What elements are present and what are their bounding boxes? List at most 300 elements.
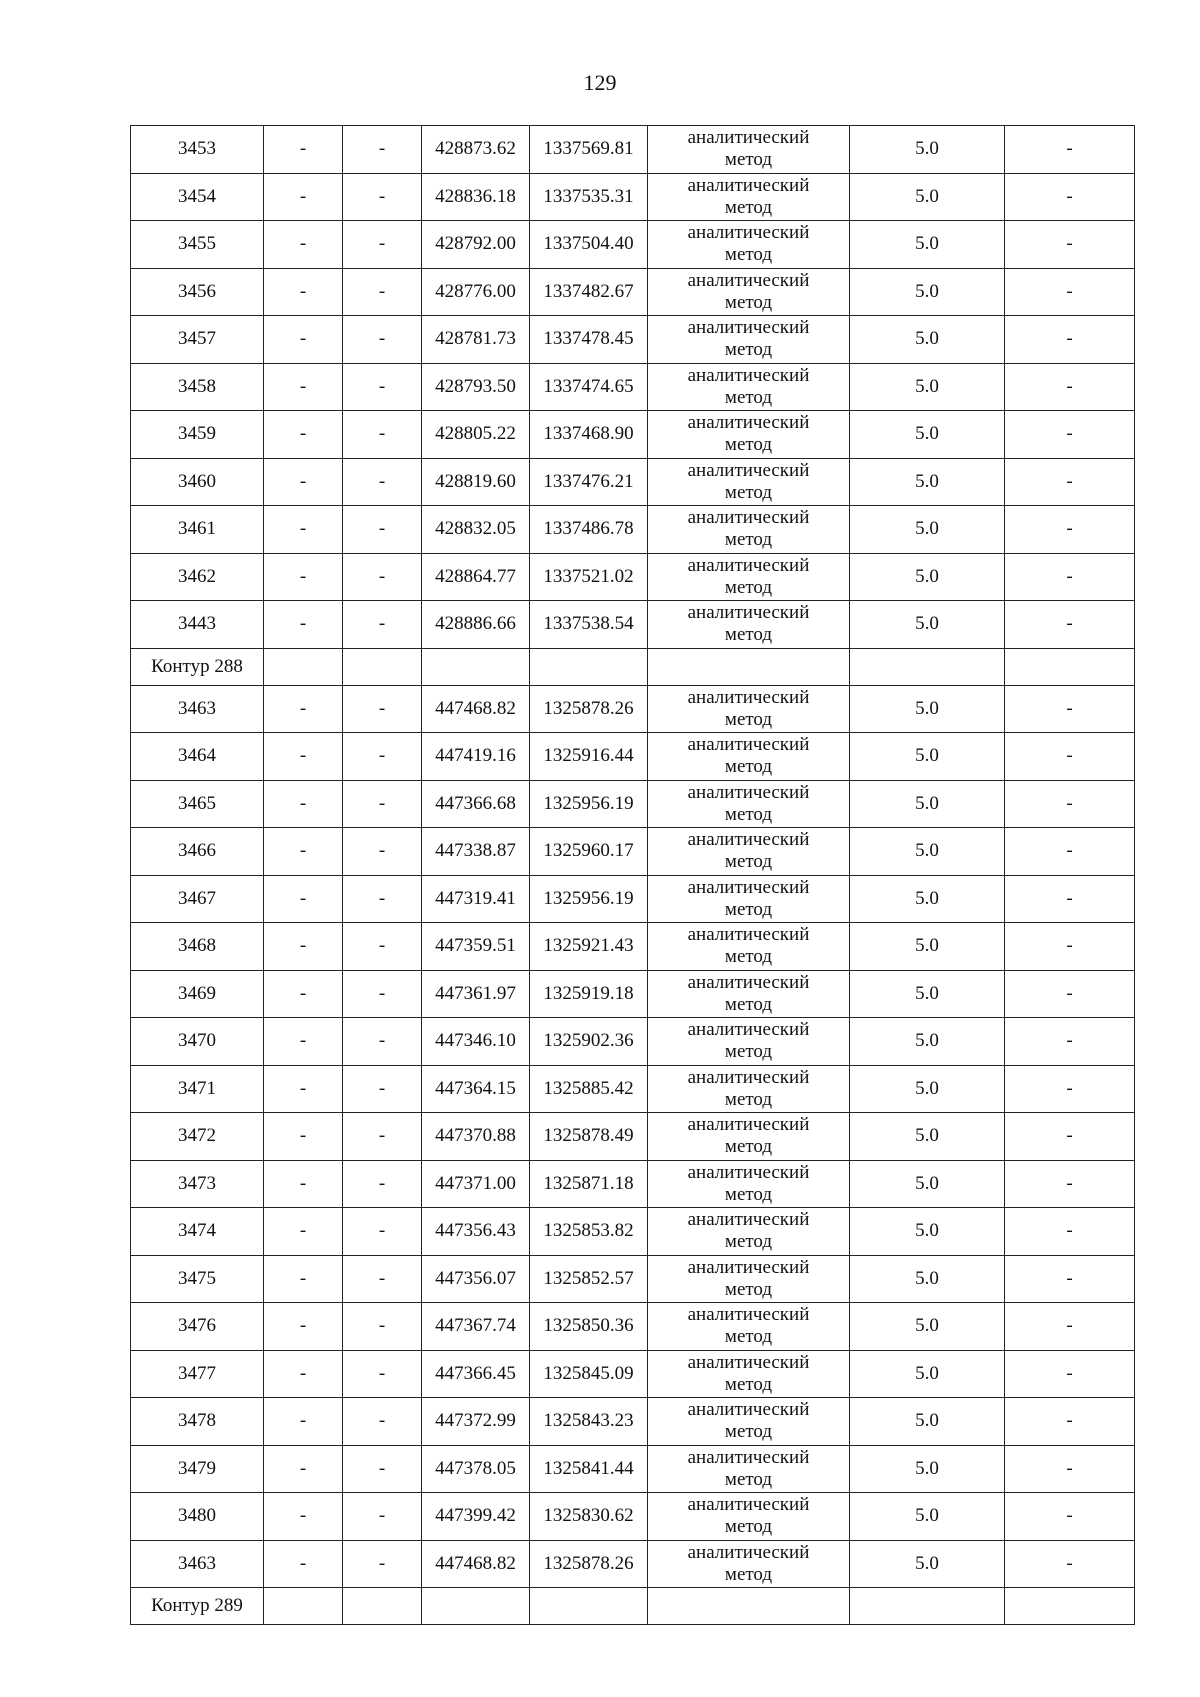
x-coordinate-cell: 428793.50 [422, 363, 530, 411]
method-line1: аналитический [687, 1161, 810, 1183]
col3-cell: - [343, 923, 422, 971]
method-line1: аналитический [687, 1494, 810, 1516]
method-cell [648, 268, 850, 316]
y-coordinate-cell: 1325956.19 [530, 780, 648, 828]
col8-cell: - [1005, 685, 1135, 733]
y-coordinate-cell: 1325878.26 [530, 685, 648, 733]
method-cell [648, 1398, 850, 1446]
empty-cell [850, 648, 1005, 685]
x-coordinate-cell: 428776.00 [422, 268, 530, 316]
method-line1: аналитический [687, 174, 810, 196]
table-row [131, 1398, 1135, 1446]
method-cell [648, 733, 850, 781]
y-coordinate-cell: 1325853.82 [530, 1208, 648, 1256]
col2-cell: - [264, 1540, 343, 1588]
contour-label: Контур 289 [131, 1588, 264, 1625]
x-coordinate-cell: 447419.16 [422, 733, 530, 781]
col3-cell: - [343, 875, 422, 923]
table-row [131, 411, 1135, 459]
accuracy-cell: 5.0 [850, 316, 1005, 364]
y-coordinate-cell: 1325852.57 [530, 1255, 648, 1303]
method-line1: аналитический [687, 1304, 810, 1326]
method-line2: метод [724, 1183, 773, 1205]
table-row [131, 553, 1135, 601]
table-row [131, 923, 1135, 971]
accuracy-cell: 5.0 [850, 970, 1005, 1018]
col2-cell: - [264, 363, 343, 411]
table-row [131, 1065, 1135, 1113]
col2-cell: - [264, 316, 343, 364]
method-cell [648, 126, 850, 174]
method-cell [648, 1303, 850, 1351]
y-coordinate-cell: 1325850.36 [530, 1303, 648, 1351]
contour-header-row [131, 648, 1135, 685]
method-line1: аналитический [687, 127, 810, 149]
col2-cell: - [264, 1493, 343, 1541]
x-coordinate-cell: 447366.45 [422, 1350, 530, 1398]
col3-cell: - [343, 458, 422, 506]
method-cell [648, 316, 850, 364]
method-line2: метод [724, 803, 773, 825]
accuracy-cell: 5.0 [850, 221, 1005, 269]
method-line1: аналитический [687, 1256, 810, 1278]
col3-cell: - [343, 1445, 422, 1493]
col8-cell: - [1005, 1350, 1135, 1398]
method-cell [648, 363, 850, 411]
col2-cell: - [264, 1113, 343, 1161]
point-number-cell: 3480 [131, 1493, 264, 1541]
method-cell [648, 506, 850, 554]
point-number-cell: 3479 [131, 1445, 264, 1493]
table-row [131, 828, 1135, 876]
y-coordinate-cell: 1337468.90 [530, 411, 648, 459]
col3-cell: - [343, 780, 422, 828]
method-line1: аналитический [687, 1209, 810, 1231]
y-coordinate-cell: 1325916.44 [530, 733, 648, 781]
point-number-cell: 3474 [131, 1208, 264, 1256]
y-coordinate-cell: 1325845.09 [530, 1350, 648, 1398]
table-row [131, 1445, 1135, 1493]
accuracy-cell: 5.0 [850, 1445, 1005, 1493]
empty-cell [1005, 1588, 1135, 1625]
y-coordinate-cell: 1325919.18 [530, 970, 648, 1018]
col8-cell: - [1005, 780, 1135, 828]
method-line2: метод [724, 244, 773, 266]
col3-cell: - [343, 1303, 422, 1351]
col3-cell: - [343, 1065, 422, 1113]
x-coordinate-cell: 447399.42 [422, 1493, 530, 1541]
empty-cell [343, 648, 422, 685]
col8-cell: - [1005, 1445, 1135, 1493]
col2-cell: - [264, 458, 343, 506]
point-number-cell: 3454 [131, 173, 264, 221]
accuracy-cell: 5.0 [850, 506, 1005, 554]
method-line2: метод [724, 386, 773, 408]
x-coordinate-cell: 447361.97 [422, 970, 530, 1018]
col2-cell: - [264, 685, 343, 733]
col3-cell: - [343, 506, 422, 554]
col2-cell: - [264, 268, 343, 316]
table-row [131, 1540, 1135, 1588]
y-coordinate-cell: 1337476.21 [530, 458, 648, 506]
col2-cell: - [264, 1255, 343, 1303]
x-coordinate-cell: 447356.07 [422, 1255, 530, 1303]
x-coordinate-cell: 447372.99 [422, 1398, 530, 1446]
col2-cell: - [264, 173, 343, 221]
col2-cell: - [264, 923, 343, 971]
col8-cell: - [1005, 1065, 1135, 1113]
y-coordinate-cell: 1337486.78 [530, 506, 648, 554]
col2-cell: - [264, 1208, 343, 1256]
y-coordinate-cell: 1337474.65 [530, 363, 648, 411]
col3-cell: - [343, 221, 422, 269]
col8-cell: - [1005, 1160, 1135, 1208]
method-line2: метод [724, 1468, 773, 1490]
table-row [131, 1018, 1135, 1066]
empty-cell [264, 648, 343, 685]
contour-label: Контур 288 [131, 648, 264, 685]
accuracy-cell: 5.0 [850, 411, 1005, 459]
method-line2: метод [724, 708, 773, 730]
col3-cell: - [343, 363, 422, 411]
method-line2: метод [724, 1326, 773, 1348]
table-row [131, 1303, 1135, 1351]
method-line2: метод [724, 1373, 773, 1395]
col2-cell: - [264, 733, 343, 781]
point-number-cell: 3477 [131, 1350, 264, 1398]
col8-cell: - [1005, 1113, 1135, 1161]
method-line2: метод [724, 756, 773, 778]
coordinates-table [130, 125, 1135, 1625]
method-line1: аналитический [687, 686, 810, 708]
point-number-cell: 3458 [131, 363, 264, 411]
col3-cell: - [343, 1160, 422, 1208]
x-coordinate-cell: 428836.18 [422, 173, 530, 221]
y-coordinate-cell: 1337504.40 [530, 221, 648, 269]
method-cell [648, 458, 850, 506]
point-number-cell: 3462 [131, 553, 264, 601]
col8-cell: - [1005, 828, 1135, 876]
col3-cell: - [343, 1113, 422, 1161]
y-coordinate-cell: 1337535.31 [530, 173, 648, 221]
method-line2: метод [724, 946, 773, 968]
col8-cell: - [1005, 411, 1135, 459]
empty-cell [422, 1588, 530, 1625]
method-line1: аналитический [687, 364, 810, 386]
col2-cell: - [264, 1445, 343, 1493]
col3-cell: - [343, 173, 422, 221]
method-cell [648, 173, 850, 221]
col8-cell: - [1005, 1255, 1135, 1303]
col2-cell: - [264, 553, 343, 601]
empty-cell [648, 648, 850, 685]
x-coordinate-cell: 428864.77 [422, 553, 530, 601]
col8-cell: - [1005, 1018, 1135, 1066]
col3-cell: - [343, 553, 422, 601]
method-cell [648, 1255, 850, 1303]
accuracy-cell: 5.0 [850, 1113, 1005, 1161]
col3-cell: - [343, 126, 422, 174]
method-line1: аналитический [687, 734, 810, 756]
method-line2: метод [724, 1563, 773, 1585]
table-row [131, 126, 1135, 174]
table-row [131, 685, 1135, 733]
col2-cell: - [264, 970, 343, 1018]
method-cell [648, 1540, 850, 1588]
table-row [131, 506, 1135, 554]
accuracy-cell: 5.0 [850, 923, 1005, 971]
point-number-cell: 3471 [131, 1065, 264, 1113]
col8-cell: - [1005, 126, 1135, 174]
y-coordinate-cell: 1325841.44 [530, 1445, 648, 1493]
col8-cell: - [1005, 875, 1135, 923]
empty-cell [422, 648, 530, 685]
method-line2: метод [724, 576, 773, 598]
x-coordinate-cell: 428792.00 [422, 221, 530, 269]
table-row [131, 1208, 1135, 1256]
method-line2: метод [724, 149, 773, 171]
x-coordinate-cell: 447364.15 [422, 1065, 530, 1113]
table-row [131, 316, 1135, 364]
method-line1: аналитический [687, 317, 810, 339]
col2-cell: - [264, 1398, 343, 1446]
method-line1: аналитический [687, 924, 810, 946]
point-number-cell: 3465 [131, 780, 264, 828]
col8-cell: - [1005, 970, 1135, 1018]
method-line1: аналитический [687, 1019, 810, 1041]
col2-cell: - [264, 875, 343, 923]
method-cell [648, 1208, 850, 1256]
empty-cell [850, 1588, 1005, 1625]
accuracy-cell: 5.0 [850, 553, 1005, 601]
y-coordinate-cell: 1337478.45 [530, 316, 648, 364]
table-body [131, 126, 1135, 1625]
table-row [131, 458, 1135, 506]
method-line2: метод [724, 1278, 773, 1300]
accuracy-cell: 5.0 [850, 1493, 1005, 1541]
x-coordinate-cell: 428832.05 [422, 506, 530, 554]
method-cell [648, 411, 850, 459]
method-line1: аналитический [687, 971, 810, 993]
point-number-cell: 3457 [131, 316, 264, 364]
table-row [131, 1493, 1135, 1541]
method-line2: метод [724, 434, 773, 456]
x-coordinate-cell: 447468.82 [422, 685, 530, 733]
table-row [131, 173, 1135, 221]
method-cell [648, 553, 850, 601]
accuracy-cell: 5.0 [850, 1398, 1005, 1446]
method-cell [648, 828, 850, 876]
method-cell [648, 1018, 850, 1066]
method-line2: метод [724, 1041, 773, 1063]
accuracy-cell: 5.0 [850, 1208, 1005, 1256]
x-coordinate-cell: 447346.10 [422, 1018, 530, 1066]
col2-cell: - [264, 1350, 343, 1398]
accuracy-cell: 5.0 [850, 601, 1005, 649]
y-coordinate-cell: 1325878.26 [530, 1540, 648, 1588]
point-number-cell: 3459 [131, 411, 264, 459]
x-coordinate-cell: 428805.22 [422, 411, 530, 459]
method-cell [648, 780, 850, 828]
col2-cell: - [264, 1303, 343, 1351]
accuracy-cell: 5.0 [850, 1303, 1005, 1351]
col8-cell: - [1005, 221, 1135, 269]
empty-cell [530, 648, 648, 685]
x-coordinate-cell: 428781.73 [422, 316, 530, 364]
method-cell [648, 875, 850, 923]
x-coordinate-cell: 447356.43 [422, 1208, 530, 1256]
method-line1: аналитический [687, 781, 810, 803]
method-line1: аналитический [687, 459, 810, 481]
point-number-cell: 3461 [131, 506, 264, 554]
point-number-cell: 3463 [131, 1540, 264, 1588]
empty-cell [1005, 648, 1135, 685]
method-cell [648, 601, 850, 649]
method-line2: метод [724, 1231, 773, 1253]
method-line1: аналитический [687, 1446, 810, 1468]
accuracy-cell: 5.0 [850, 875, 1005, 923]
method-line1: аналитический [687, 829, 810, 851]
method-cell [648, 1350, 850, 1398]
method-line1: аналитический [687, 1541, 810, 1563]
point-number-cell: 3464 [131, 733, 264, 781]
table-row [131, 363, 1135, 411]
accuracy-cell: 5.0 [850, 1540, 1005, 1588]
col2-cell: - [264, 601, 343, 649]
method-cell [648, 1160, 850, 1208]
point-number-cell: 3443 [131, 601, 264, 649]
col3-cell: - [343, 1493, 422, 1541]
point-number-cell: 3476 [131, 1303, 264, 1351]
method-cell [648, 221, 850, 269]
col3-cell: - [343, 1398, 422, 1446]
empty-cell [343, 1588, 422, 1625]
point-number-cell: 3468 [131, 923, 264, 971]
method-cell [648, 1065, 850, 1113]
table-row [131, 733, 1135, 781]
col8-cell: - [1005, 1303, 1135, 1351]
y-coordinate-cell: 1325960.17 [530, 828, 648, 876]
y-coordinate-cell: 1337569.81 [530, 126, 648, 174]
method-cell [648, 923, 850, 971]
method-line1: аналитический [687, 412, 810, 434]
y-coordinate-cell: 1325956.19 [530, 875, 648, 923]
col3-cell: - [343, 685, 422, 733]
method-line1: аналитический [687, 269, 810, 291]
table-row [131, 601, 1135, 649]
point-number-cell: 3478 [131, 1398, 264, 1446]
col3-cell: - [343, 1350, 422, 1398]
col8-cell: - [1005, 553, 1135, 601]
accuracy-cell: 5.0 [850, 268, 1005, 316]
col2-cell: - [264, 411, 343, 459]
method-line1: аналитический [687, 876, 810, 898]
x-coordinate-cell: 447378.05 [422, 1445, 530, 1493]
table-row [131, 875, 1135, 923]
accuracy-cell: 5.0 [850, 458, 1005, 506]
method-line2: метод [724, 339, 773, 361]
col2-cell: - [264, 1065, 343, 1113]
method-line2: метод [724, 1421, 773, 1443]
col8-cell: - [1005, 268, 1135, 316]
contour-header-row [131, 1588, 1135, 1625]
col8-cell: - [1005, 1398, 1135, 1446]
table-row [131, 1350, 1135, 1398]
x-coordinate-cell: 428886.66 [422, 601, 530, 649]
x-coordinate-cell: 428819.60 [422, 458, 530, 506]
method-line1: аналитический [687, 222, 810, 244]
method-line2: метод [724, 291, 773, 313]
method-line1: аналитический [687, 554, 810, 576]
col3-cell: - [343, 828, 422, 876]
col3-cell: - [343, 268, 422, 316]
point-number-cell: 3475 [131, 1255, 264, 1303]
method-line1: аналитический [687, 1066, 810, 1088]
point-number-cell: 3463 [131, 685, 264, 733]
method-line2: метод [724, 624, 773, 646]
point-number-cell: 3466 [131, 828, 264, 876]
accuracy-cell: 5.0 [850, 1255, 1005, 1303]
col3-cell: - [343, 1208, 422, 1256]
y-coordinate-cell: 1337521.02 [530, 553, 648, 601]
point-number-cell: 3473 [131, 1160, 264, 1208]
method-line2: метод [724, 481, 773, 503]
accuracy-cell: 5.0 [850, 1065, 1005, 1113]
x-coordinate-cell: 447338.87 [422, 828, 530, 876]
point-number-cell: 3453 [131, 126, 264, 174]
col3-cell: - [343, 970, 422, 1018]
col8-cell: - [1005, 1208, 1135, 1256]
method-line2: метод [724, 196, 773, 218]
empty-cell [648, 1588, 850, 1625]
col8-cell: - [1005, 458, 1135, 506]
col3-cell: - [343, 1255, 422, 1303]
table-row [131, 1160, 1135, 1208]
accuracy-cell: 5.0 [850, 685, 1005, 733]
empty-cell [264, 1588, 343, 1625]
accuracy-cell: 5.0 [850, 828, 1005, 876]
col8-cell: - [1005, 363, 1135, 411]
method-line2: метод [724, 1516, 773, 1538]
method-line2: метод [724, 529, 773, 551]
col2-cell: - [264, 780, 343, 828]
x-coordinate-cell: 447371.00 [422, 1160, 530, 1208]
point-number-cell: 3460 [131, 458, 264, 506]
col3-cell: - [343, 1540, 422, 1588]
x-coordinate-cell: 447359.51 [422, 923, 530, 971]
table-row [131, 221, 1135, 269]
point-number-cell: 3472 [131, 1113, 264, 1161]
method-line2: метод [724, 851, 773, 873]
y-coordinate-cell: 1325902.36 [530, 1018, 648, 1066]
point-number-cell: 3470 [131, 1018, 264, 1066]
col8-cell: - [1005, 173, 1135, 221]
col2-cell: - [264, 506, 343, 554]
col8-cell: - [1005, 1493, 1135, 1541]
col8-cell: - [1005, 601, 1135, 649]
accuracy-cell: 5.0 [850, 1160, 1005, 1208]
col8-cell: - [1005, 733, 1135, 781]
x-coordinate-cell: 447468.82 [422, 1540, 530, 1588]
method-cell [648, 1445, 850, 1493]
point-number-cell: 3467 [131, 875, 264, 923]
point-number-cell: 3455 [131, 221, 264, 269]
method-cell [648, 1493, 850, 1541]
y-coordinate-cell: 1325843.23 [530, 1398, 648, 1446]
method-line2: метод [724, 1088, 773, 1110]
col8-cell: - [1005, 506, 1135, 554]
col2-cell: - [264, 1018, 343, 1066]
